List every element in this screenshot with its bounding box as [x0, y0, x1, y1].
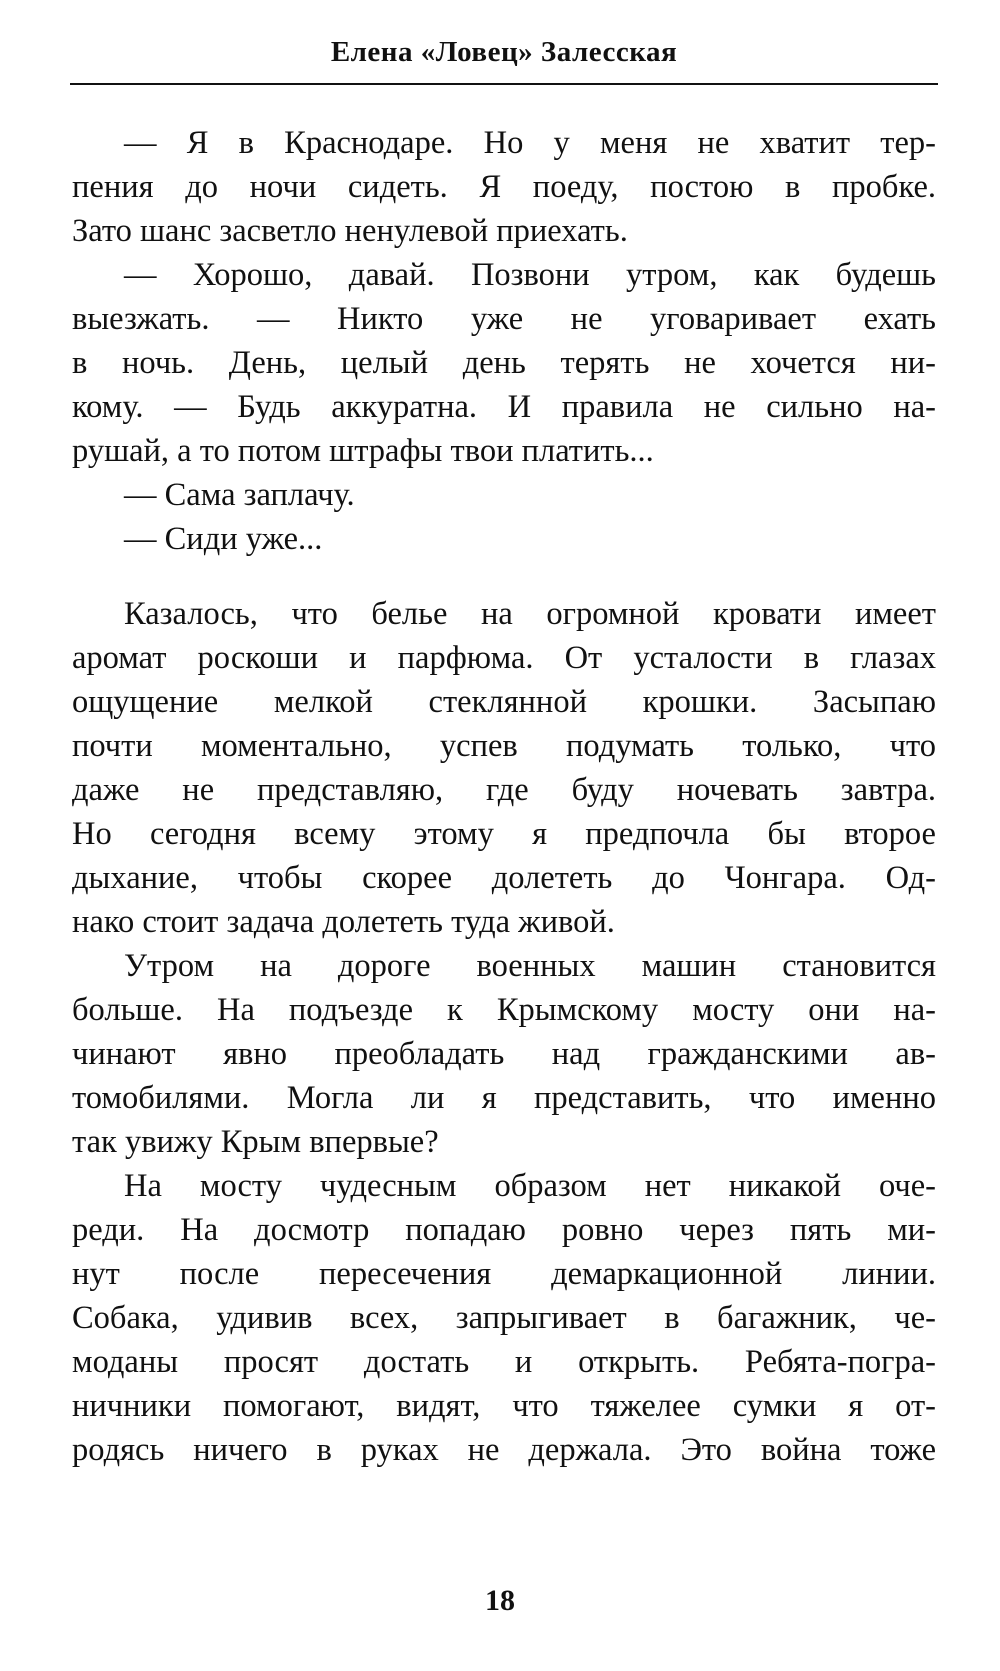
narrative-line: дыхание, чтобы скорее долететь до Чонгара. Од- [72, 860, 936, 896]
narrative-block [72, 592, 936, 1472]
dialogue-line: — Хорошо, давай. Позвони утром, как будешь [124, 257, 936, 293]
page-number: 18 [485, 1584, 515, 1617]
dialogue-line: пения до ночи сидеть. Я поеду, постою в пробке. [72, 169, 936, 205]
running-title: Елена «Ловец» Залесская [330, 36, 678, 68]
dialogue-line: — Сама заплачу. [124, 477, 355, 513]
narrative-line: чинают явно преобладать над гражданскими ав- [72, 1036, 936, 1072]
narrative-line: моданы просят достать и открыть. Ребята-погра- [72, 1344, 936, 1380]
narrative-line: Казалось, что белье на огромной кровати имеет [124, 596, 936, 632]
narrative-line: родясь ничего в руках не держала. Это война тоже [72, 1432, 936, 1468]
narrative-line: Собака, удивив всех, запрыгивает в багажник, че- [72, 1300, 936, 1336]
narrative-line: томобилями. Могла ли я представить, что именно [72, 1080, 936, 1116]
narrative-line: больше. На подъезде к Крымскому мосту они на- [72, 992, 936, 1028]
dialogue-line: — Я в Краснодаре. Но у меня не хватит тер- [124, 125, 936, 161]
dialogue-line: в ночь. День, целый день терять не хочется ни- [72, 345, 936, 381]
narrative-line: ничники помогают, видят, что тяжелее сумки я от- [72, 1388, 936, 1424]
narrative-line: так увижу Крым впервые? [72, 1124, 439, 1160]
narrative-line: нако стоит задача долететь туда живой. [72, 904, 615, 940]
dialogue-line: Зато шанс засветло ненулевой приехать. [72, 213, 628, 249]
narrative-line: Но сегодня всему этому я предпочла бы второе [72, 816, 936, 852]
dialogue-line: выезжать. — Никто уже не уговаривает ехать [72, 301, 936, 337]
dialogue-line: — Сиди уже... [124, 521, 323, 557]
narrative-line: Утром на дороге военных машин становится [124, 948, 936, 984]
narrative-line: реди. На досмотр попадаю ровно через пять ми- [72, 1212, 936, 1248]
dialogue-line: рушай, а то потом штрафы твои платить... [72, 433, 654, 469]
narrative-line: почти моментально, успев подумать только, что [72, 728, 936, 764]
narrative-line: нут после пересечения демаркационной линии. [72, 1256, 936, 1292]
header-divider [70, 83, 938, 85]
narrative-line: даже не представляю, где буду ночевать завтра. [72, 772, 936, 808]
narrative-line: На мосту чудесным образом нет никакой оче- [124, 1168, 936, 1204]
dialogue-block [72, 121, 936, 561]
dialogue-line: кому. — Будь аккуратна. И правила не сильно на- [72, 389, 936, 425]
narrative-line: ощущение мелкой стеклянной крошки. Засыпаю [72, 684, 936, 720]
narrative-line: аромат роскоши и парфюма. От усталости в глазах [72, 640, 936, 676]
